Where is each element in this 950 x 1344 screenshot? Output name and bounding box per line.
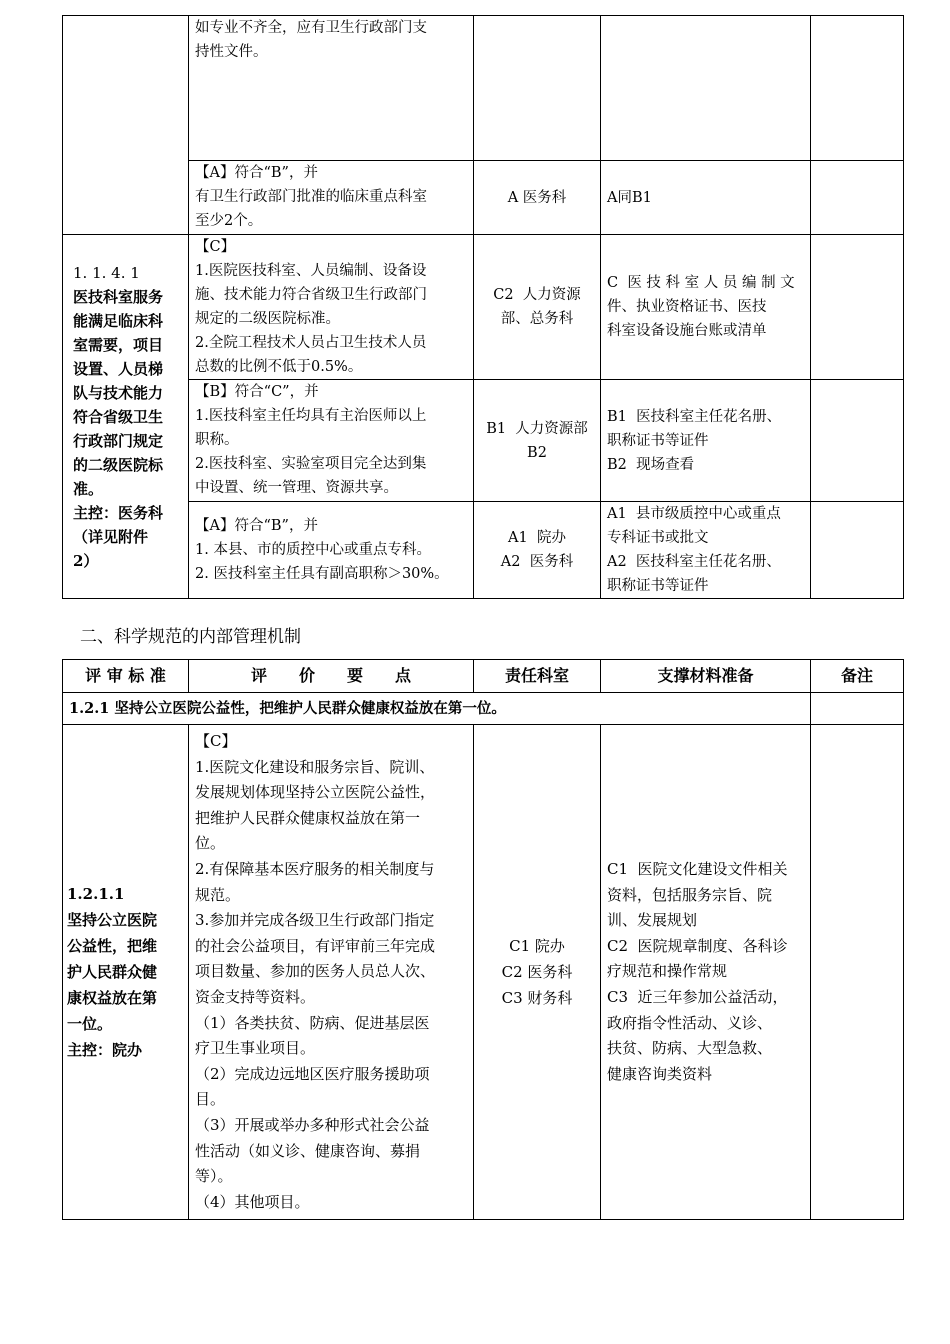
- text-line: 资料，包括服务宗旨、院: [607, 885, 773, 904]
- text-line: A1 院办: [508, 530, 566, 546]
- text-line: 有卫生行政部门批准的临床重点科室: [195, 189, 427, 205]
- table-row: [63, 16, 904, 161]
- remarks-cell: [811, 16, 904, 161]
- header-evaluation-points: 评 价 要 点: [189, 660, 474, 693]
- text-line: C 医 技 科 室 人 员 编 制 文: [607, 275, 795, 291]
- supervisor-line: 主控：医务科: [73, 503, 164, 522]
- text-line: 【C】: [195, 239, 236, 255]
- text-line: 职称。: [195, 432, 239, 448]
- text-line: 医技科室服务: [73, 287, 164, 306]
- text-line: 2.有保障基本医疗服务的相关制度与: [195, 859, 435, 878]
- materials-cell: [601, 16, 811, 161]
- text-line: 扶贫、防病、大型急救、: [607, 1039, 773, 1058]
- standard-cell-1211: [63, 725, 189, 1220]
- section-heading: 二、科学规范的内部管理机制: [80, 627, 301, 647]
- materials-cell: [601, 380, 811, 502]
- text-line: 至少2个。: [195, 213, 263, 229]
- text-line: C2 人力资源: [493, 287, 581, 303]
- materials-cell: [601, 235, 811, 380]
- department-cell: [474, 380, 601, 502]
- text-line: 政府指令性活动、义诊、: [607, 1013, 773, 1032]
- text-line: 持性文件。: [195, 44, 268, 60]
- evaluation-points-cell: [189, 161, 474, 235]
- department-cell: [474, 235, 601, 380]
- text-line: 【B】符合“C”，并: [195, 384, 319, 400]
- text-line: 符合省级卫生: [73, 407, 164, 426]
- text-line: B1 人力资源部: [486, 420, 588, 437]
- text-line: B2: [527, 444, 547, 461]
- materials-cell: [601, 161, 811, 235]
- text-line: 公益性，把维: [67, 937, 158, 956]
- evaluation-points-cell: [189, 16, 474, 161]
- text-line: 把维护人民群众健康权益放在第一: [195, 808, 421, 827]
- text-line: 能满足临床科: [73, 311, 164, 330]
- standards-table-section-2: [62, 659, 904, 1220]
- header-remarks: 备注: [811, 660, 904, 693]
- text-line: 位。: [195, 834, 226, 853]
- text-line: 一位。: [67, 1015, 113, 1034]
- text-line: 3.参加并完成各级卫生行政部门指定: [195, 911, 435, 930]
- text-line: 资金支持等资料。: [195, 987, 316, 1006]
- text-line: 训、发展规划: [607, 911, 698, 930]
- text-line: 【C】: [195, 732, 237, 750]
- text-line: 专科证书或批文: [607, 530, 709, 546]
- text-line: 职称证书等证件: [607, 432, 709, 449]
- text-line: B1 医技科室主任花名册、: [607, 408, 782, 425]
- text-line: 总数的比例不低于0.5%。: [195, 359, 363, 375]
- header-department: 责任科室: [474, 660, 601, 693]
- standard-cell-empty: [63, 16, 189, 235]
- text-line: C1 医院文化建设文件相关: [607, 859, 788, 878]
- text-line: 件、执业资格证书、医技: [607, 299, 767, 315]
- department-cell: A 医务科: [474, 161, 601, 235]
- text-line: 科室设备设施台账或清单: [607, 323, 767, 339]
- text-line: A同B1: [607, 189, 652, 206]
- standards-table-continued: [62, 15, 904, 599]
- text-line: C3 财务科: [501, 989, 573, 1008]
- header-materials: 支撑材料准备: [601, 660, 811, 693]
- text-line: 【A】符合“B”，并: [195, 165, 318, 181]
- text-line: 护人民群众健: [67, 963, 158, 982]
- text-line: 1.医技科室主任均具有主治医师以上: [195, 408, 427, 424]
- text-line: 设置、人员梯: [73, 359, 164, 378]
- text-line: 规定的二级医院标准。: [195, 311, 340, 327]
- text-line: A2 医务科: [500, 554, 574, 570]
- text-line: 2.全院工程技术人员占卫生技术人员: [195, 335, 427, 351]
- department-cell: [474, 502, 601, 599]
- table-row: [63, 161, 904, 235]
- text-line: （1）各类扶贫、防病、促进基层医: [195, 1013, 430, 1032]
- table-row: [63, 725, 904, 1220]
- text-line: 目。: [195, 1090, 226, 1109]
- header-standard: 评 审 标 准: [63, 660, 189, 693]
- text-line: 部、总务科: [500, 311, 574, 327]
- text-line: A1 县市级质控中心或重点: [607, 506, 781, 522]
- materials-cell: [601, 502, 811, 599]
- remarks-cell: [811, 502, 904, 599]
- group-title-1-2-1: 1.2.1 坚持公立医院公益性，把维护人民群众健康权益放在第一位。: [63, 693, 811, 725]
- table-row: [63, 693, 904, 725]
- department-cell: [474, 725, 601, 1220]
- text-line: 行政部门规定: [73, 431, 164, 450]
- text-line: 准。: [73, 479, 104, 498]
- text-line: （3）开展或举办多种形式社会公益: [195, 1115, 430, 1134]
- materials-cell: [601, 725, 811, 1220]
- table-row: [63, 380, 904, 502]
- text-line: 疗卫生事业项目。: [195, 1039, 316, 1058]
- evaluation-points-cell: [189, 725, 474, 1220]
- text-line: 的二级医院标: [73, 455, 164, 474]
- remarks-cell: [811, 380, 904, 502]
- text-line: 2）: [73, 551, 99, 570]
- text-line: 的社会公益项目，有评审前三年完成: [195, 936, 436, 955]
- text-line: 康权益放在第: [67, 989, 158, 1008]
- text-line: 施、技术能力符合省级卫生行政部门: [195, 287, 427, 303]
- text-line: C2 医院规章制度、各科诊: [607, 936, 788, 955]
- evaluation-points-cell: [189, 380, 474, 502]
- text-line: 健康咨询类资料: [607, 1064, 713, 1083]
- evaluation-points-cell: [189, 502, 474, 599]
- text-line: A2 医技科室主任花名册、: [607, 554, 781, 570]
- text-line: 2. 医技科室主任具有副高职称＞30%。: [195, 566, 449, 582]
- text-line: 项目数量、参加的医务人员总人次、: [195, 962, 436, 981]
- table-header-row: [63, 660, 904, 693]
- text-line: C1 院办: [509, 937, 565, 956]
- text-line: 队与技术能力: [73, 383, 164, 402]
- text-line: 发展规划体现坚持公立医院公益性，: [195, 783, 436, 802]
- text-line: 1.医院医技科室、人员编制、设备设: [195, 263, 427, 279]
- text-line: 如专业不齐全，应有卫生行政部门支: [195, 20, 427, 36]
- remarks-cell: [811, 725, 904, 1220]
- text-line: 2.医技科室、实验室项目完全达到集: [195, 456, 427, 472]
- department-cell: [474, 16, 601, 161]
- text-line: （2）完成边远地区医疗服务援助项: [195, 1064, 430, 1083]
- supervisor-line: 主控：院办: [67, 1041, 143, 1060]
- text-line: 【A】符合“B”，并: [195, 518, 318, 534]
- table-row: [63, 502, 904, 599]
- remarks-cell: [811, 161, 904, 235]
- text-line: 1. 本县、市的质控中心或重点专科。: [195, 542, 431, 558]
- text-line: 中设置、统一管理、资源共享。: [195, 480, 398, 496]
- text-line: 疗规范和操作常规: [607, 962, 728, 981]
- text-line: 职称证书等证件: [607, 578, 709, 594]
- text-line: 坚持公立医院: [67, 911, 158, 930]
- text-line: 性活动（如义诊、健康咨询、募捐: [195, 1141, 421, 1160]
- text-line: B2 现场查看: [607, 456, 695, 473]
- text-line: 规范。: [195, 885, 241, 904]
- text-line: 室需要，项目: [73, 335, 164, 354]
- remarks-cell: [811, 235, 904, 380]
- standard-code: 1.2.1.1: [67, 885, 125, 904]
- standard-code: 1. 1. 4. 1: [73, 263, 140, 282]
- text-line: （详见附件: [73, 527, 149, 546]
- evaluation-points-cell: [189, 235, 474, 380]
- standard-cell-1141: [63, 235, 189, 599]
- text-line: 等）。: [195, 1167, 233, 1186]
- text-line: （4）其他项目。: [195, 1192, 310, 1211]
- text-line: 1.医院文化建设和服务宗旨、院训、: [195, 757, 435, 776]
- text-line: C2 医务科: [501, 963, 573, 982]
- table-row: [63, 235, 904, 380]
- remarks-cell: [811, 693, 904, 725]
- text-line: C3 近三年参加公益活动，: [607, 987, 788, 1006]
